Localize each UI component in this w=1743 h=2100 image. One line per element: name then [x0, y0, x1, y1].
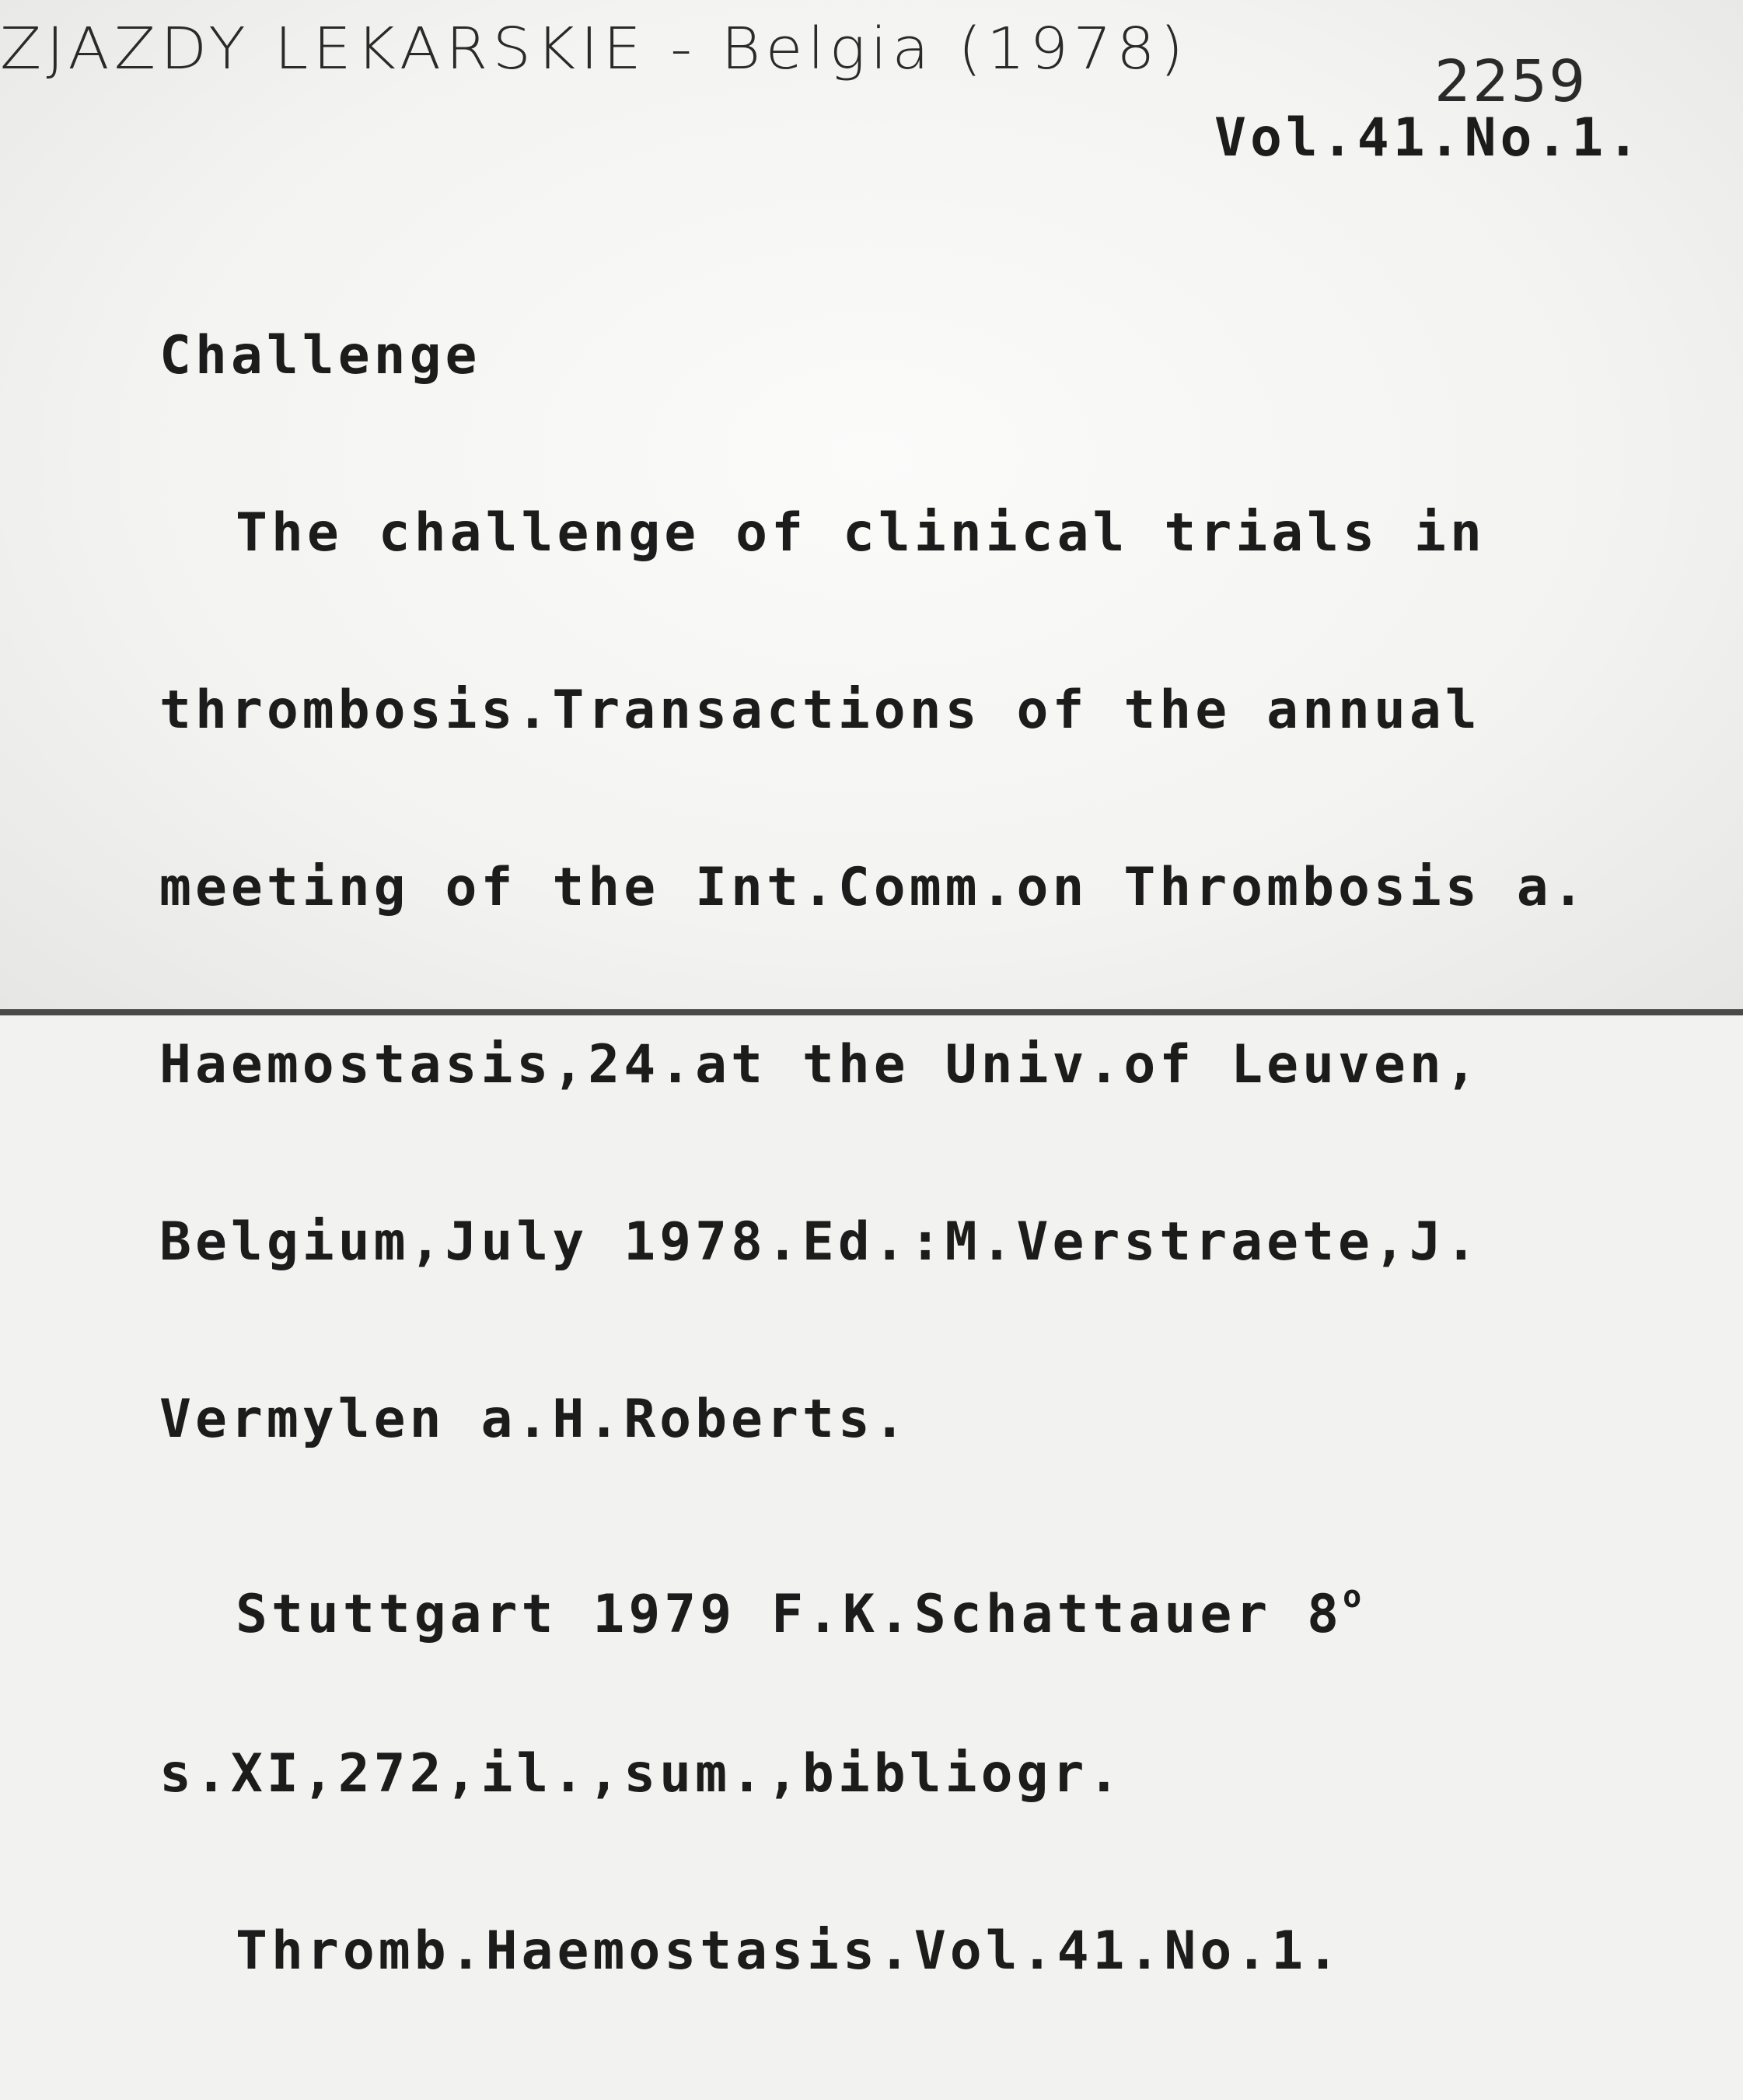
entry-title-line: Belgium,July 1978.Ed.:M.Verstraete,J.: [159, 1211, 1481, 1273]
entry-title-line: The challenge of clinical trials in: [236, 502, 1486, 564]
card-heading: ZJAZDY LEKARSKIE - Belgia (1978): [0, 16, 1189, 82]
volume-reference: Vol.41.No.1.: [1214, 107, 1643, 169]
bibliographic-entry: [159, 208, 1588, 2099]
card-bottom-edge: [0, 1009, 1743, 1015]
entry-title-line: Haemostasis,24.at the Univ.of Leuven,: [159, 1034, 1481, 1095]
entry-title-line: meeting of the Int.Comm.on Thrombosis a.: [159, 857, 1588, 918]
format-superscript: o: [1343, 1579, 1362, 1615]
entry-imprint: [159, 1567, 1588, 1645]
entry-collation: s.XI,272,il.,sum.,bibliogr.: [159, 1743, 1124, 1805]
entry-title-line: Vermylen a.H.Roberts.: [159, 1389, 910, 1450]
entry-title-line: thrombosis.Transactions of the annual: [159, 680, 1481, 741]
entry-series: Thromb.Haemostasis.Vol.41.No.1.: [236, 1920, 1343, 1982]
entry-keyword: Challenge: [159, 325, 481, 386]
imprint-text: Stuttgart 1979 F.K.Schattauer 8: [236, 1584, 1343, 1645]
call-number: 2259: [1434, 48, 1588, 115]
